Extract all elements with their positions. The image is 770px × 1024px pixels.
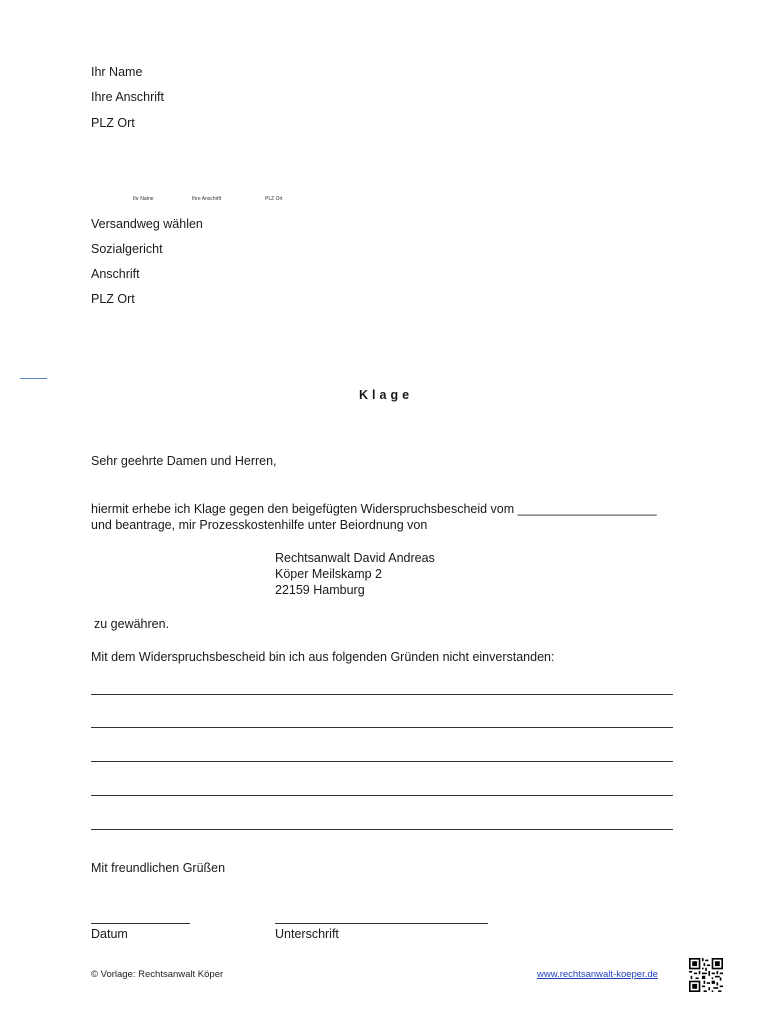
reason-line xyxy=(91,829,673,830)
closing: Mit freundlichen Grüßen xyxy=(91,861,226,875)
salutation: Sehr geehrte Damen und Herren, xyxy=(91,454,277,468)
fold-mark xyxy=(20,378,47,379)
body-line-2: und beantrage, mir Prozesskostenhilfe unter Beiordnung von xyxy=(91,518,428,532)
lawyer-city: 22159 Hamburg xyxy=(275,583,365,597)
lawyer-name: Rechtsanwalt David Andreas xyxy=(275,551,435,565)
body-line-1: hiermit erhebe ich Klage gegen den beigefügten Widerspruchsbescheid vom ____________________ xyxy=(91,502,657,516)
reason-line xyxy=(91,694,673,695)
sender-address: Ihre Anschrift xyxy=(91,90,164,104)
sender-name: Ihr Name xyxy=(91,65,143,79)
return-name: Ihr Name xyxy=(133,196,154,202)
delivery-method: Versandweg wählen xyxy=(91,217,203,231)
reasons-intro: Mit dem Widerspruchsbescheid bin ich aus folgenden Gründen nicht einverstanden: xyxy=(91,650,555,664)
return-zip-city: PLZ Ort xyxy=(265,196,283,202)
qr-code-icon[interactable] xyxy=(689,958,723,992)
reason-line xyxy=(91,795,673,796)
recipient-court: Sozialgericht xyxy=(91,242,163,256)
date-line xyxy=(91,923,190,924)
date-label: Datum xyxy=(91,927,128,941)
grant-text: zu gewähren. xyxy=(94,617,170,631)
document-title: Klage xyxy=(359,388,414,402)
reason-line xyxy=(91,761,673,762)
template-note: © Vorlage: Rechtsanwalt Köper xyxy=(91,969,224,980)
return-address: Ihre Anschrift xyxy=(192,196,222,202)
website-link[interactable]: www.rechtsanwalt-koeper.de xyxy=(537,969,658,980)
signature-line xyxy=(275,923,488,924)
reason-line xyxy=(91,727,673,728)
recipient-address: Anschrift xyxy=(91,267,140,281)
signature-label: Unterschrift xyxy=(275,927,339,941)
lawyer-street: Köper Meilskamp 2 xyxy=(275,567,382,581)
recipient-zip-city: PLZ Ort xyxy=(91,292,135,306)
sender-zip-city: PLZ Ort xyxy=(91,116,135,130)
